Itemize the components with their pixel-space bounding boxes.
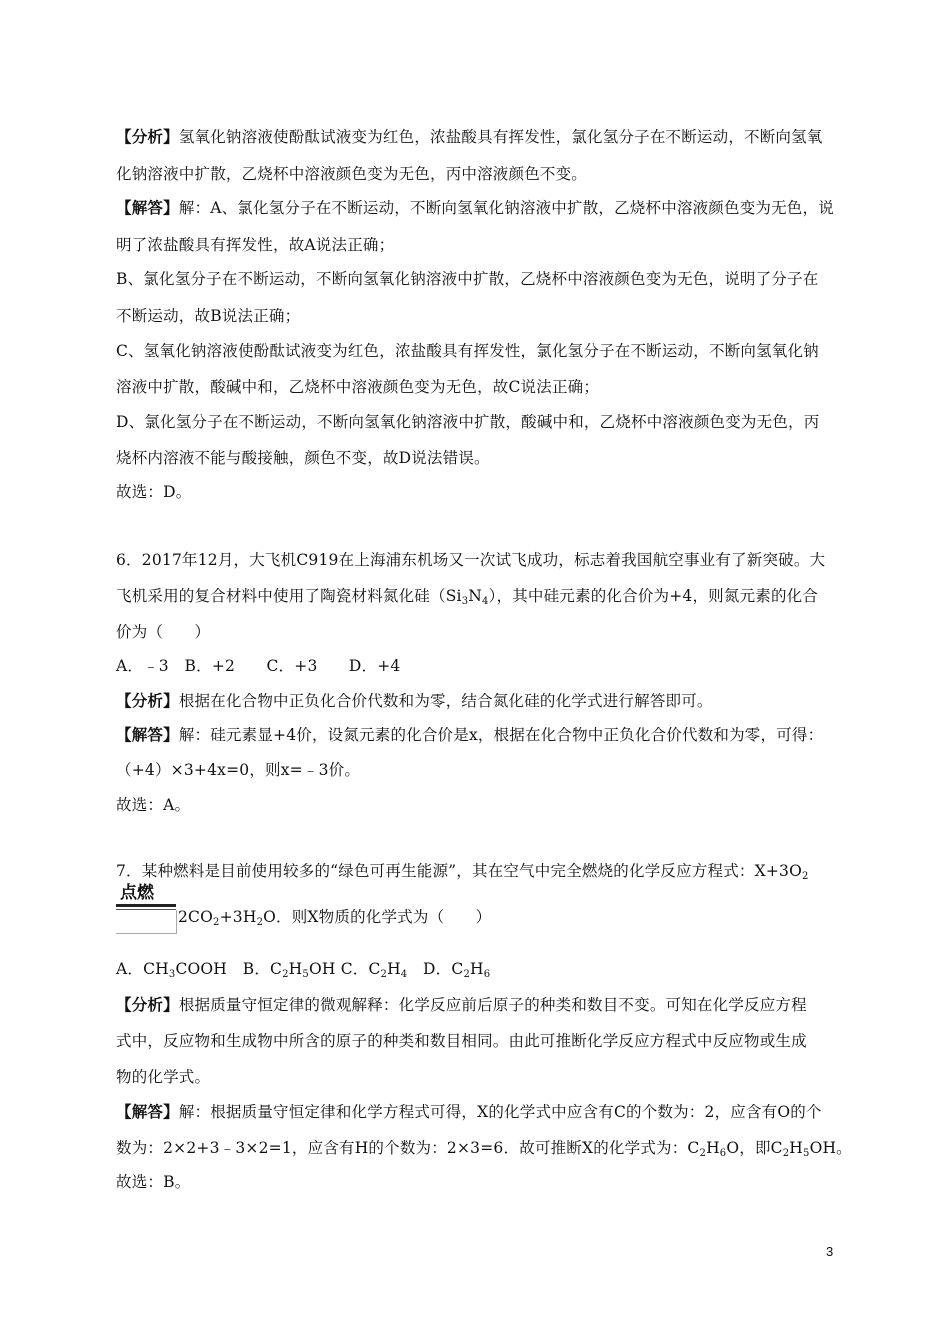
equation-bar-thin bbox=[116, 909, 176, 910]
q5-answer-line-4: 不断运动，故B说法正确； bbox=[116, 307, 301, 325]
q6-stem-line-3: 价为（ ） bbox=[116, 623, 211, 641]
q7-stem-line-2: $2CO_2+3H_2O$．则X物质的化学式为（ ） bbox=[178, 908, 492, 928]
q5-choice: 故选：D。 bbox=[116, 483, 192, 501]
q5-answer-line-3: B、氯化氢分子在不断运动，不断向氢氧化钠溶液中扩散，乙烧杯中溶液颜色变为无色，说明了分子在 bbox=[116, 270, 819, 288]
q7-analysis-line-3: 物的化学式。 bbox=[116, 1068, 211, 1086]
q7-options: A．$CH_3COOH$ B．$C_2H_5OH$ C．$C_2H_4$ D．$C_2H_6$ bbox=[116, 960, 491, 980]
q5-answer-line-1: 【解答】解：A、氯化氢分子在不断运动，不断向氢氧化钠溶液中扩散，乙烧杯中溶液颜色变为无色，说 bbox=[116, 198, 834, 217]
q7-analysis-line-2: 式中，反应物和生成物中所含的原子的种类和数目相同。由此可推断化学反应方程式中反应物或生成 bbox=[116, 1032, 807, 1050]
q5-answer-line-8: 烧杯内溶液不能与酸接触，颜色不变，故D说法错误。 bbox=[116, 449, 490, 467]
reaction-condition-arrow bbox=[116, 880, 178, 934]
q5-analysis-line-2: 化钠溶液中扩散，乙烧杯中溶液颜色变为无色，丙中溶液颜色不变。 bbox=[116, 165, 588, 183]
q7-answer-line-1: 【解答】解：根据质量守恒定律和化学方程式可得，X的化学式中应含有C的个数为：2，应含有O的个 bbox=[116, 1102, 822, 1121]
q5-answer-line-6: 溶液中扩散，酸碱中和，乙烧杯中溶液颜色变为无色，故C说法正确； bbox=[116, 378, 600, 396]
q7-choice: 故选：B。 bbox=[116, 1173, 191, 1191]
q6-stem-line-1: 6．2017年12月，大飞机C919在上海浦东机场又一次试飞成功，标志着我国航空事业有了新突破。大 bbox=[116, 551, 826, 569]
q6-answer-line-1: 【解答】解：硅元素显+4价，设氮元素的化合价是x，根据在化合物中正负化合价代数和为零，可得： bbox=[116, 725, 824, 744]
equation-bar-thick bbox=[116, 904, 176, 907]
answer-tag: 【解答】 bbox=[116, 725, 179, 744]
condition-label: 点燃 bbox=[120, 883, 154, 903]
q5-answer-line-5: C、氢氧化钠溶液使酚酞试液变为红色，浓盐酸具有挥发性，氯化氢分子在不断运动，不断向氢氧化钠 bbox=[116, 342, 819, 360]
q7-answer-line-2: 数为：2×2+3﹣3×2=1，应含有H的个数为：2×3=6．故可推断X的化学式为：$C_2H_6O$，即$C_2H_5OH$。 bbox=[116, 1139, 852, 1159]
answer-tag: 【解答】 bbox=[116, 198, 179, 217]
q7-analysis-line-1: 【分析】根据质量守恒定律的微观解释：化学反应前后原子的种类和数目不变。可知在化学反应方程 bbox=[116, 995, 807, 1014]
q6-choice: 故选：A。 bbox=[116, 796, 191, 814]
q5-answer-line-2: 明了浓盐酸具有挥发性，故A说法正确； bbox=[116, 236, 395, 254]
q6-analysis: 【分析】根据在化合物中正负化合价代数和为零，结合氮化硅的化学式进行解答即可。 bbox=[116, 691, 713, 710]
q5-answer-line-7: D、氯化氢分子在不断运动，不断向氢氧化钠溶液中扩散，酸碱中和，乙烧杯中溶液颜色变为无色，丙 bbox=[116, 413, 820, 431]
q7-stem-line-1: 7．某种燃料是目前使用较多的“绿色可再生能源”，其在空气中完全燃烧的化学反应方程式：$X+3O_2$ bbox=[116, 862, 809, 882]
q6-stem-line-2: 飞机采用的复合材料中使用了陶瓷材料氮化硅$(Si_3N_4)$，其中硅元素的化合价为+4，则氮元素的化合 bbox=[116, 587, 819, 607]
q6-answer-line-2: （+4）×3+4x=0，则x=﹣3价。 bbox=[116, 761, 361, 779]
q6-options: A．﹣3 B．+2 C．+3 D．+4 bbox=[116, 657, 401, 675]
analysis-tag: 【分析】 bbox=[116, 691, 179, 710]
analysis-tag: 【分析】 bbox=[116, 995, 179, 1014]
analysis-tag: 【分析】 bbox=[116, 127, 179, 146]
q5-analysis-line-1: 【分析】氢氧化钠溶液使酚酞试液变为红色，浓盐酸具有挥发性，氯化氢分子在不断运动，不断向氢氧 bbox=[116, 127, 823, 146]
equation-box-bottom bbox=[116, 933, 176, 934]
answer-tag: 【解答】 bbox=[116, 1102, 179, 1121]
equation-box-edge bbox=[176, 910, 177, 934]
page-number: 3 bbox=[826, 1244, 834, 1259]
